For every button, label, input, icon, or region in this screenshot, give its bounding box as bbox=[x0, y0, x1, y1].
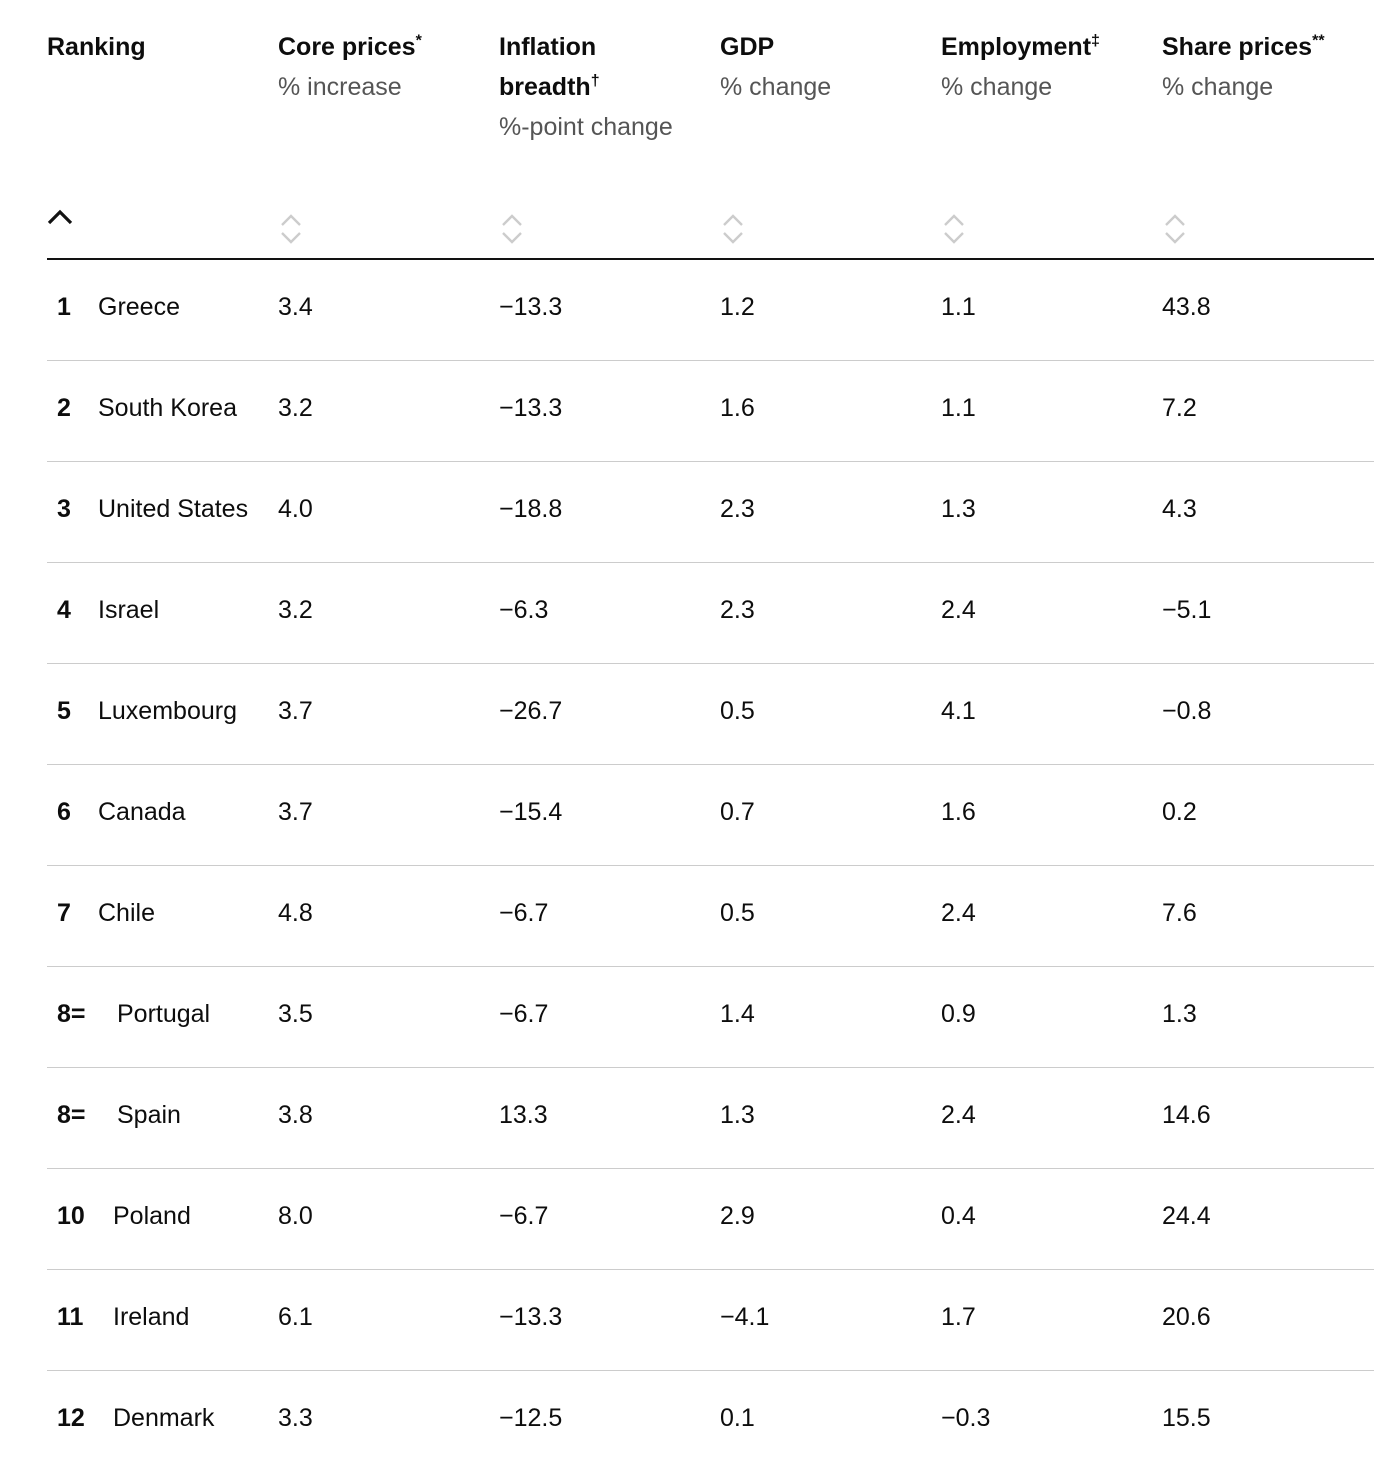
share-prices-cell: 4.3 bbox=[1162, 495, 1197, 523]
gdp-cell: 1.4 bbox=[720, 1000, 755, 1028]
sort-employment-button[interactable] bbox=[941, 208, 971, 248]
share-prices-cell: 14.6 bbox=[1162, 1101, 1211, 1129]
chevron-up-icon bbox=[47, 208, 77, 248]
sort-share_prices-button[interactable] bbox=[1162, 208, 1192, 248]
column-title: GDP bbox=[720, 33, 775, 61]
table-row bbox=[47, 1169, 1374, 1270]
table-row bbox=[47, 1068, 1374, 1169]
column-header-ranking bbox=[47, 27, 146, 67]
employment-cell: 1.6 bbox=[941, 798, 976, 826]
gdp-cell: 1.6 bbox=[720, 394, 755, 422]
country-cell: Canada bbox=[98, 798, 186, 826]
column-title: Inflation breadth† bbox=[499, 33, 600, 101]
column-title: Core prices* bbox=[278, 32, 422, 61]
employment-cell: 4.1 bbox=[941, 697, 976, 725]
column-title: Share prices** bbox=[1162, 32, 1325, 61]
employment-cell: 1.7 bbox=[941, 1303, 976, 1331]
gdp-cell: 2.3 bbox=[720, 596, 755, 624]
core-prices-cell: 4.8 bbox=[278, 899, 313, 927]
table-row bbox=[47, 462, 1374, 563]
rank-cell: 7 bbox=[57, 899, 71, 927]
country-cell: Ireland bbox=[113, 1303, 190, 1331]
inflation-breadth-cell: −18.8 bbox=[499, 495, 563, 523]
country-cell: Portugal bbox=[117, 1000, 211, 1028]
footnote-mark: † bbox=[590, 72, 600, 90]
footnote-mark: ** bbox=[1312, 32, 1325, 50]
column-unit: % change bbox=[941, 73, 1053, 101]
rank-cell: 12 bbox=[57, 1404, 85, 1432]
rank-cell: 6 bbox=[57, 798, 71, 826]
inflation-breadth-cell: −6.7 bbox=[499, 899, 549, 927]
country-cell: Spain bbox=[117, 1101, 181, 1129]
rank-cell: 2 bbox=[57, 394, 71, 422]
core-prices-cell: 3.5 bbox=[278, 1000, 313, 1028]
footnote-mark: ‡ bbox=[1091, 32, 1100, 50]
core-prices-cell: 3.7 bbox=[278, 798, 313, 826]
gdp-cell: 2.3 bbox=[720, 495, 755, 523]
sort-ranking-button[interactable] bbox=[47, 208, 77, 248]
gdp-cell: 0.5 bbox=[720, 899, 755, 927]
column-header-core_prices bbox=[278, 27, 422, 107]
column-unit: % change bbox=[1162, 73, 1274, 101]
core-prices-cell: 3.2 bbox=[278, 394, 313, 422]
share-prices-cell: 7.6 bbox=[1162, 899, 1197, 927]
employment-cell: 0.4 bbox=[941, 1202, 976, 1230]
gdp-cell: 0.5 bbox=[720, 697, 755, 725]
rank-cell: 8= bbox=[57, 1000, 86, 1028]
gdp-cell: 0.7 bbox=[720, 798, 755, 826]
rank-cell: 3 bbox=[57, 495, 71, 523]
employment-cell: 1.3 bbox=[941, 495, 976, 523]
inflation-breadth-cell: −6.7 bbox=[499, 1202, 549, 1230]
core-prices-cell: 3.4 bbox=[278, 293, 313, 321]
table-row bbox=[47, 765, 1374, 866]
core-prices-cell: 3.8 bbox=[278, 1101, 313, 1129]
share-prices-cell: 1.3 bbox=[1162, 1000, 1197, 1028]
inflation-breadth-cell: −26.7 bbox=[499, 697, 563, 725]
inflation-breadth-cell: −6.7 bbox=[499, 1000, 549, 1028]
table-row bbox=[47, 1270, 1374, 1371]
sort-chevrons-icon bbox=[278, 208, 308, 248]
share-prices-cell: 7.2 bbox=[1162, 394, 1197, 422]
rank-cell: 5 bbox=[57, 697, 71, 725]
footnote-mark: * bbox=[415, 32, 422, 50]
share-prices-cell: 0.2 bbox=[1162, 798, 1197, 826]
core-prices-cell: 3.7 bbox=[278, 697, 313, 725]
rank-cell: 1 bbox=[57, 293, 71, 321]
core-prices-cell: 6.1 bbox=[278, 1303, 313, 1331]
country-cell: Luxembourg bbox=[98, 697, 237, 725]
table-header bbox=[47, 0, 1374, 260]
column-unit: %-point change bbox=[499, 113, 673, 141]
share-prices-cell: 20.6 bbox=[1162, 1303, 1211, 1331]
sort-chevrons-icon bbox=[720, 208, 750, 248]
rank-cell: 4 bbox=[57, 596, 71, 624]
sort-core_prices-button[interactable] bbox=[278, 208, 308, 248]
inflation-breadth-cell: −13.3 bbox=[499, 394, 563, 422]
country-cell: South Korea bbox=[98, 394, 237, 422]
gdp-cell: 0.1 bbox=[720, 1404, 755, 1432]
rank-cell: 11 bbox=[57, 1303, 84, 1331]
core-prices-cell: 3.3 bbox=[278, 1404, 313, 1432]
rank-cell: 10 bbox=[57, 1202, 85, 1230]
sort-gdp-button[interactable] bbox=[720, 208, 750, 248]
share-prices-cell: 43.8 bbox=[1162, 293, 1211, 321]
column-header-share_prices bbox=[1162, 27, 1325, 107]
country-cell: United States bbox=[98, 495, 249, 523]
country-cell: Greece bbox=[98, 293, 180, 321]
column-header-inflation_breadth bbox=[499, 27, 689, 147]
table-row bbox=[47, 563, 1374, 664]
core-prices-cell: 3.2 bbox=[278, 596, 313, 624]
ranking-table bbox=[47, 0, 1374, 1471]
employment-cell: 1.1 bbox=[941, 293, 976, 321]
inflation-breadth-cell: −15.4 bbox=[499, 798, 563, 826]
employment-cell: 1.1 bbox=[941, 394, 976, 422]
column-unit: % change bbox=[720, 73, 832, 101]
share-prices-cell: 24.4 bbox=[1162, 1202, 1211, 1230]
core-prices-cell: 4.0 bbox=[278, 495, 313, 523]
inflation-breadth-cell: −13.3 bbox=[499, 1303, 563, 1331]
table-row bbox=[47, 361, 1374, 462]
country-cell: Denmark bbox=[113, 1404, 215, 1432]
sort-inflation_breadth-button[interactable] bbox=[499, 208, 529, 248]
inflation-breadth-cell: 13.3 bbox=[499, 1101, 548, 1129]
column-title: Ranking bbox=[47, 33, 146, 61]
sort-chevrons-icon bbox=[1162, 208, 1192, 248]
gdp-cell: −4.1 bbox=[720, 1303, 770, 1331]
gdp-cell: 1.3 bbox=[720, 1101, 755, 1129]
column-title: Employment‡ bbox=[941, 32, 1100, 61]
inflation-breadth-cell: −12.5 bbox=[499, 1404, 563, 1432]
gdp-cell: 1.2 bbox=[720, 293, 755, 321]
column-unit: % increase bbox=[278, 73, 402, 101]
employment-cell: 2.4 bbox=[941, 899, 976, 927]
sort-chevrons-icon bbox=[941, 208, 971, 248]
table-row bbox=[47, 866, 1374, 967]
inflation-breadth-cell: −6.3 bbox=[499, 596, 549, 624]
table-row bbox=[47, 664, 1374, 765]
column-header-gdp bbox=[720, 27, 831, 107]
country-cell: Israel bbox=[98, 596, 160, 624]
employment-cell: −0.3 bbox=[941, 1404, 991, 1432]
table-row bbox=[47, 260, 1374, 361]
column-header-employment bbox=[941, 27, 1100, 107]
rank-cell: 8= bbox=[57, 1101, 86, 1129]
table-row bbox=[47, 1371, 1374, 1471]
sort-chevrons-icon bbox=[499, 208, 529, 248]
share-prices-cell: −0.8 bbox=[1162, 697, 1212, 725]
country-cell: Chile bbox=[98, 899, 155, 927]
employment-cell: 2.4 bbox=[941, 596, 976, 624]
share-prices-cell: 15.5 bbox=[1162, 1404, 1211, 1432]
table-body bbox=[47, 260, 1374, 1471]
employment-cell: 2.4 bbox=[941, 1101, 976, 1129]
share-prices-cell: −5.1 bbox=[1162, 596, 1212, 624]
core-prices-cell: 8.0 bbox=[278, 1202, 313, 1230]
country-cell: Poland bbox=[113, 1202, 191, 1230]
table-row bbox=[47, 967, 1374, 1068]
gdp-cell: 2.9 bbox=[720, 1202, 755, 1230]
inflation-breadth-cell: −13.3 bbox=[499, 293, 563, 321]
employment-cell: 0.9 bbox=[941, 1000, 976, 1028]
